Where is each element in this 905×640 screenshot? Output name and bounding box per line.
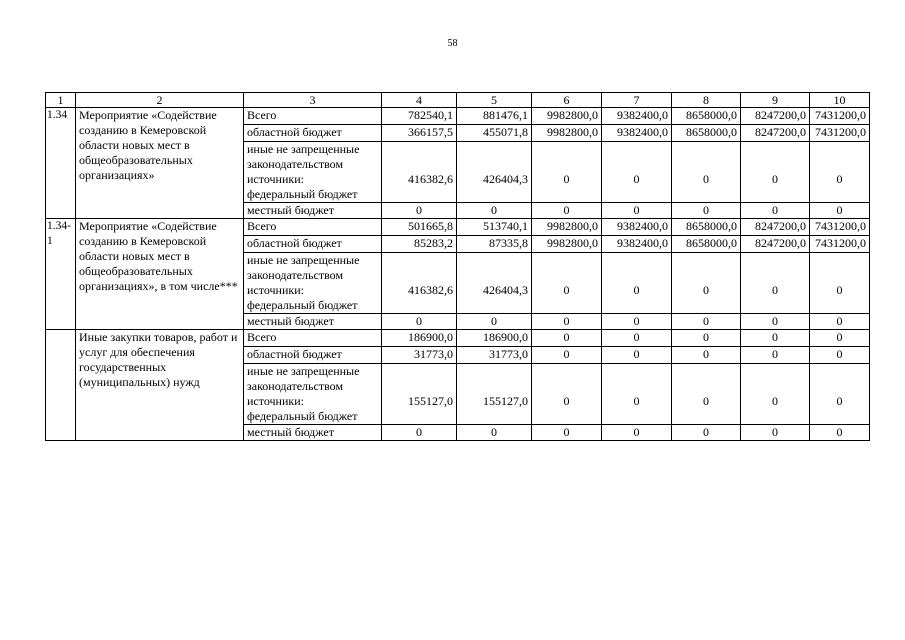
source-label: областной бюджет (244, 347, 382, 364)
value-cell: 0 (741, 142, 810, 203)
value-cell: 0 (810, 203, 870, 219)
federal-budget-label: федеральный бюджет (247, 409, 358, 423)
source-label (244, 253, 382, 314)
value-cell: 9982800,0 (532, 108, 602, 125)
value-cell: 0 (532, 364, 602, 425)
column-header: 7 (602, 93, 672, 108)
value-cell: 0 (741, 203, 810, 219)
value-cell: 0 (672, 425, 741, 441)
value-cell: 0 (810, 364, 870, 425)
value-cell: 0 (532, 330, 602, 347)
value-cell: 155127,0 (382, 364, 457, 425)
value-cell: 9382400,0 (602, 108, 672, 125)
value-cell: 366157,5 (382, 125, 457, 142)
column-header: 8 (672, 93, 741, 108)
value-cell: 85283,2 (382, 236, 457, 253)
value-cell: 0 (382, 425, 457, 441)
value-cell: 0 (672, 142, 741, 203)
value-cell: 0 (382, 203, 457, 219)
value-cell: 8247200,0 (741, 125, 810, 142)
value-cell: 513740,1 (457, 219, 532, 236)
value-cell: 0 (532, 203, 602, 219)
value-cell: 0 (602, 347, 672, 364)
value-cell: 8658000,0 (672, 108, 741, 125)
source-label: Всего (244, 330, 382, 347)
value-cell: 0 (810, 314, 870, 330)
source-label: местный бюджет (244, 203, 382, 219)
value-cell: 8247200,0 (741, 236, 810, 253)
table-row (46, 219, 870, 236)
value-cell: 0 (602, 330, 672, 347)
source-label (244, 364, 382, 425)
value-cell: 9382400,0 (602, 219, 672, 236)
value-cell: 186900,0 (457, 330, 532, 347)
value-cell: 9382400,0 (602, 236, 672, 253)
row-number: 1.34 (46, 108, 76, 219)
value-cell: 0 (672, 314, 741, 330)
value-cell: 0 (741, 425, 810, 441)
column-header: 5 (457, 93, 532, 108)
column-header: 10 (810, 93, 870, 108)
value-cell: 0 (457, 314, 532, 330)
value-cell: 9382400,0 (602, 125, 672, 142)
row-number (46, 330, 76, 441)
column-header: 3 (244, 93, 382, 108)
row-number: 1.34-1 (46, 219, 76, 330)
value-cell: 0 (672, 364, 741, 425)
value-cell: 0 (532, 142, 602, 203)
value-cell: 0 (602, 425, 672, 441)
value-cell: 0 (382, 314, 457, 330)
value-cell: 416382,6 (382, 253, 457, 314)
value-cell: 0 (457, 425, 532, 441)
other-sources-label: иные не запрещенные законодательством источники: (247, 364, 360, 408)
value-cell: 7431200,0 (810, 219, 870, 236)
value-cell: 0 (741, 314, 810, 330)
value-cell: 0 (810, 425, 870, 441)
table-row (46, 330, 870, 347)
value-cell: 0 (532, 314, 602, 330)
source-label: областной бюджет (244, 236, 382, 253)
value-cell: 7431200,0 (810, 125, 870, 142)
source-label: Всего (244, 108, 382, 125)
value-cell: 7431200,0 (810, 236, 870, 253)
activity-description: Мероприятие «Содействие созданию в Кемеровской области новых мест в общеобразовательных организациях» (76, 108, 244, 219)
value-cell: 87335,8 (457, 236, 532, 253)
table-header-row (46, 93, 870, 108)
value-cell: 9982800,0 (532, 219, 602, 236)
column-header: 4 (382, 93, 457, 108)
federal-budget-label: федеральный бюджет (247, 298, 358, 312)
value-cell: 426404,3 (457, 142, 532, 203)
value-cell: 0 (602, 203, 672, 219)
budget-table (45, 92, 870, 441)
value-cell: 0 (602, 142, 672, 203)
value-cell: 0 (672, 253, 741, 314)
source-label: Всего (244, 219, 382, 236)
value-cell: 501665,8 (382, 219, 457, 236)
value-cell: 0 (810, 330, 870, 347)
column-header: 6 (532, 93, 602, 108)
value-cell: 0 (532, 425, 602, 441)
value-cell: 8658000,0 (672, 219, 741, 236)
value-cell: 0 (741, 253, 810, 314)
value-cell: 155127,0 (457, 364, 532, 425)
value-cell: 416382,6 (382, 142, 457, 203)
source-label: областной бюджет (244, 125, 382, 142)
source-label (244, 142, 382, 203)
value-cell: 0 (810, 347, 870, 364)
value-cell: 881476,1 (457, 108, 532, 125)
source-label: местный бюджет (244, 314, 382, 330)
value-cell: 186900,0 (382, 330, 457, 347)
value-cell: 0 (602, 364, 672, 425)
value-cell: 0 (532, 253, 602, 314)
value-cell: 0 (672, 347, 741, 364)
value-cell: 455071,8 (457, 125, 532, 142)
value-cell: 0 (741, 364, 810, 425)
value-cell: 0 (672, 330, 741, 347)
value-cell: 0 (741, 347, 810, 364)
value-cell: 8658000,0 (672, 236, 741, 253)
other-sources-label: иные не запрещенные законодательством источники: (247, 253, 360, 297)
value-cell: 0 (457, 203, 532, 219)
activity-description: Мероприятие «Содействие созданию в Кемеровской области новых мест в общеобразовательных организациях», в том числе*** (76, 219, 244, 330)
value-cell: 9982800,0 (532, 125, 602, 142)
source-label: местный бюджет (244, 425, 382, 441)
value-cell: 8658000,0 (672, 125, 741, 142)
value-cell: 7431200,0 (810, 108, 870, 125)
value-cell: 31773,0 (457, 347, 532, 364)
value-cell: 8247200,0 (741, 108, 810, 125)
value-cell: 0 (672, 203, 741, 219)
column-header: 2 (76, 93, 244, 108)
column-header: 1 (46, 93, 76, 108)
other-sources-label: иные не запрещенные законодательством источники: (247, 142, 360, 186)
value-cell: 0 (810, 253, 870, 314)
column-header: 9 (741, 93, 810, 108)
value-cell: 0 (602, 253, 672, 314)
value-cell: 426404,3 (457, 253, 532, 314)
value-cell: 8247200,0 (741, 219, 810, 236)
page-number: 58 (447, 38, 458, 49)
value-cell: 9982800,0 (532, 236, 602, 253)
activity-description: Иные закупки товаров, работ и услуг для обеспечения государственных (муниципальных) нужд (76, 330, 244, 441)
federal-budget-label: федеральный бюджет (247, 187, 358, 201)
value-cell: 0 (532, 347, 602, 364)
value-cell: 0 (810, 142, 870, 203)
value-cell: 0 (602, 314, 672, 330)
table-row (46, 108, 870, 125)
value-cell: 31773,0 (382, 347, 457, 364)
value-cell: 782540,1 (382, 108, 457, 125)
value-cell: 0 (741, 330, 810, 347)
